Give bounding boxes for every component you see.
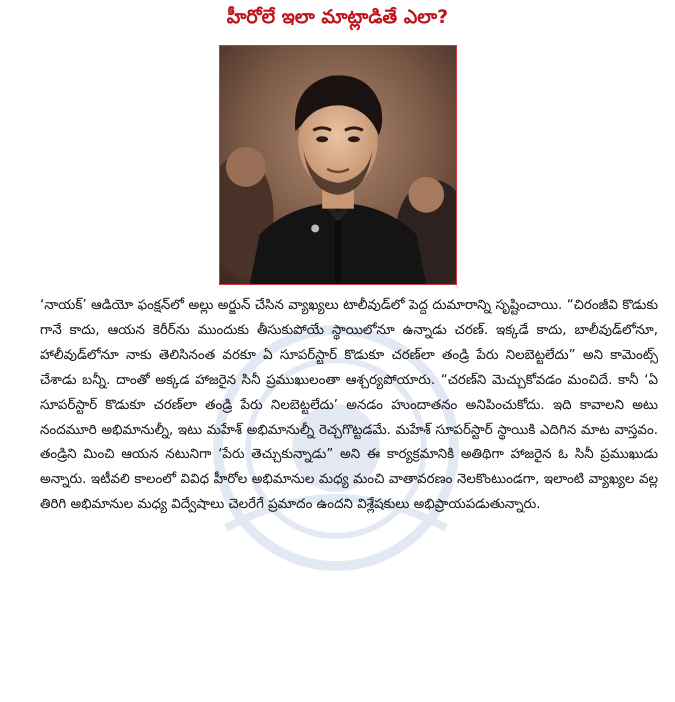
article-photo [219, 45, 457, 285]
article-title: హీరోలే ఇలా మాట్లాడితే ఎలా? [226, 6, 449, 28]
article-body: ‘నాయక్’ ఆడియో ఫంక్షన్‌లో అల్లు అర్జున్ చేసిన వ్యాఖ్యలు టాలీవుడ్‌లో పెద్ద దుమారాన్ని సృష్టించాయి. “చిరంజీవి కొడుకు గానే కాదు, ఆయన కెరీర్‌ను ముందుకు తీసుకుపోయే స్థాయిలోనూ ఉన్నాడు చరణ్. ఇక్కడే కాదు, బాలీవుడ్‌లోనూ, హాలీవుడ్‌లోనూ నాకు తెలిసినంత వరకూ ఏ సూపర్‌స్టార్ కొడుకూ చరణ్‌లా తండ్రి పేరు నిలబెట్టలేదు” అని కామెంట్స్ చేశాడు బన్నీ. దాంతో అక్కడ హాజరైన సినీ ప్రముఖులంతా ఆశ్చర్యపోయారు. “చరణ్‌ని మెచ్చుకోవడం మంచిదే. కానీ ‘ఏ సూపర్‌స్టార్ కొడుకూ చరణ్‌లా తండ్రి పేరు నిలబెట్టలేదు’ అనడం హుందాతనం అనిపించుకోదు. ఇది కావాలని అటు నందమూరి అభిమానుల్నీ, ఇటు మహేశ్ అభిమానుల్నీ రెచ్చగొట్టడమే. మహేశ్ సూపర్‌స్టార్ స్థాయికి ఎదిగిన మాట వాస్తవం. తండ్రిని మించి ఆయన నటునిగా ‘పేరు తెచ్చుకున్నాడు” అని ఈ కార్యక్రమానికి అతిథిగా హాజరైన ఓ సినీ ప్రముఖుడు అన్నారు. ఇటీవలి కాలంలో వివిధ హీరోల అభిమానుల మధ్య మంచి వాతావరణం నెలకొంటుండగా, ఇలాంటి వ్యాఖ్యల వల్ల తిరిగి అభిమానుల మధ్య విద్వేషాలు చెలరేగే ప్రమాదం ఉందని విశ్లేషకులు అభిప్రాయపడుతున్నారు. [40, 298, 658, 513]
portrait-image [220, 46, 456, 284]
